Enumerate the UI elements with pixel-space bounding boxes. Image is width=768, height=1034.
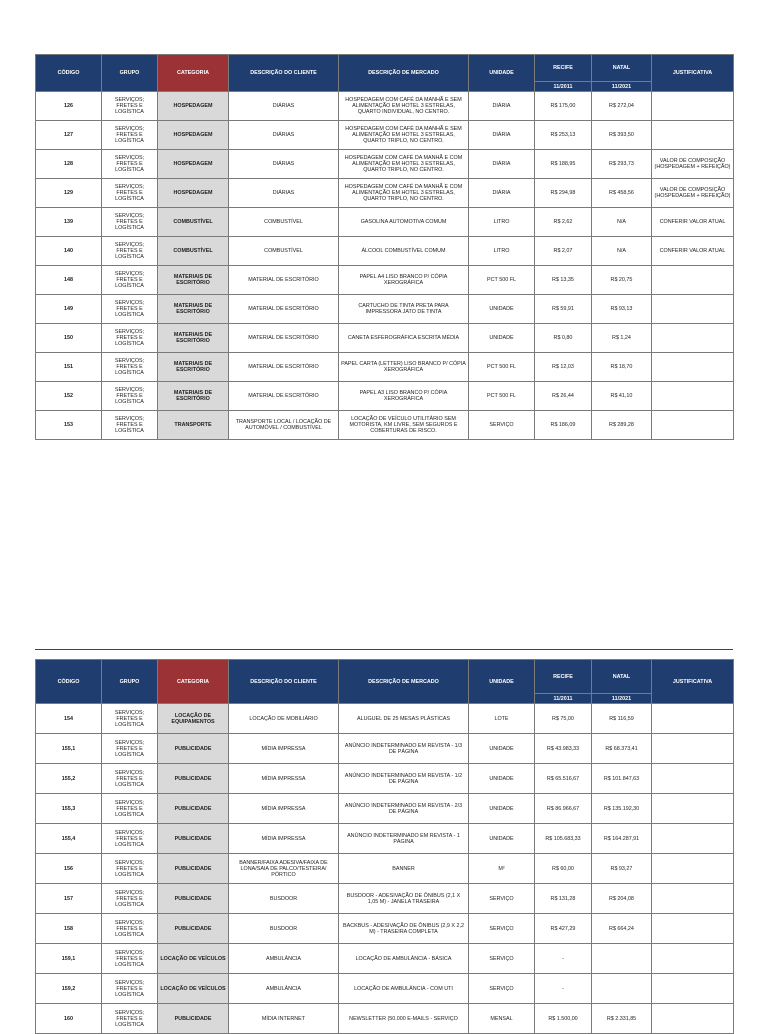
cell-descricao-cliente: DIÁRIAS: [229, 179, 339, 208]
cell-natal: R$ 93,13: [592, 295, 652, 324]
cell-natal: [592, 944, 652, 974]
cell-descricao-cliente: MATERIAL DE ESCRITÓRIO: [229, 324, 339, 353]
cell-descricao-cliente: TRANSPORTE LOCAL / LOCAÇÃO DE AUTOMÓVEL / COMBUSTÍVEL: [229, 411, 339, 440]
cell-descricao-mercado: ANÚNCIO INDETERMINADO EM REVISTA - 1/3 DE PÁGINA: [339, 734, 469, 764]
cell-grupo: SERVIÇOS; FRETES E LOGÍSTICA: [102, 854, 158, 884]
cell-grupo: SERVIÇOS; FRETES E LOGÍSTICA: [102, 1004, 158, 1034]
cell-descricao-mercado: ANÚNCIO INDETERMINADO EM REVISTA - 1/2 DE PÁGINA: [339, 764, 469, 794]
cell-categoria: MATERIAIS DE ESCRITÓRIO: [158, 266, 229, 295]
cell-unidade: SERVIÇO: [469, 914, 535, 944]
cell-descricao-mercado: LOCAÇÃO DE VEÍCULO UTILITÁRIO SEM MOTORISTA, KM LIVRE, SEM SEGUROS E COBERTURAS DE RISCO.: [339, 411, 469, 440]
cell-justificativa: CONFERIR VALOR ATUAL: [652, 208, 734, 237]
cell-codigo: 159,2: [36, 974, 102, 1004]
cell-codigo: 129: [36, 179, 102, 208]
cell-recife: R$ 0,80: [535, 324, 592, 353]
header-unidade: UNIDADE: [469, 55, 535, 92]
table-row: [36, 179, 734, 208]
cell-codigo: 155,3: [36, 794, 102, 824]
cell-descricao-cliente: MATERIAL DE ESCRITÓRIO: [229, 382, 339, 411]
cell-categoria: LOCAÇÃO DE EQUIPAMENTOS: [158, 704, 229, 734]
table-row: [36, 734, 734, 764]
cell-codigo: 155,2: [36, 764, 102, 794]
section-divider: [35, 649, 733, 650]
table-body-bottom: [36, 704, 734, 1034]
cell-justificativa: VALOR DE COMPOSIÇÃO (HOSPEDAGEM + REFEIÇÃO): [652, 150, 734, 179]
cell-justificativa: [652, 92, 734, 121]
cell-recife: R$ 2,07: [535, 237, 592, 266]
cell-natal: [592, 974, 652, 1004]
cell-grupo: SERVIÇOS; FRETES E LOGÍSTICA: [102, 914, 158, 944]
cell-descricao-cliente: MATERIAL DE ESCRITÓRIO: [229, 266, 339, 295]
cell-recife: R$ 65.516,67: [535, 764, 592, 794]
cell-descricao-cliente: MATERIAL DE ESCRITÓRIO: [229, 353, 339, 382]
cell-recife: R$ 1.500,00: [535, 1004, 592, 1034]
cell-descricao-cliente: MÍDIA IMPRESSA: [229, 764, 339, 794]
cell-unidade: LITRO: [469, 208, 535, 237]
cell-descricao-mercado: ANÚNCIO INDETERMINADO EM REVISTA - 2/3 DE PÁGINA: [339, 794, 469, 824]
cell-unidade: M²: [469, 854, 535, 884]
cell-unidade: PCT 500 FL: [469, 353, 535, 382]
table-row: [36, 121, 734, 150]
cell-categoria: HOSPEDAGEM: [158, 121, 229, 150]
header-categoria: CATEGORIA: [158, 55, 229, 92]
cell-codigo: 139: [36, 208, 102, 237]
cell-categoria: MATERIAIS DE ESCRITÓRIO: [158, 324, 229, 353]
cell-recife: R$ 2,62: [535, 208, 592, 237]
table-row: [36, 295, 734, 324]
header-categoria: CATEGORIA: [158, 660, 229, 704]
cell-justificativa: [652, 974, 734, 1004]
header-justificativa: JUSTIFICATIVA: [652, 660, 734, 704]
table-row: [36, 1004, 734, 1034]
header-descricao-mercado: DESCRIÇÃO DE MERCADO: [339, 660, 469, 704]
cell-categoria: MATERIAIS DE ESCRITÓRIO: [158, 295, 229, 324]
cell-categoria: PUBLICIDADE: [158, 794, 229, 824]
cell-descricao-mercado: PAPEL A3 LISO BRANCO P/ CÓPIA XEROGRÁFICA: [339, 382, 469, 411]
header-natal: NATAL: [592, 660, 652, 694]
cell-codigo: 155,4: [36, 824, 102, 854]
cell-grupo: SERVIÇOS; FRETES E LOGÍSTICA: [102, 764, 158, 794]
cell-justificativa: [652, 854, 734, 884]
cell-unidade: LITRO: [469, 237, 535, 266]
cell-justificativa: [652, 884, 734, 914]
cell-natal: R$ 101.847,63: [592, 764, 652, 794]
cell-grupo: SERVIÇOS; FRETES E LOGÍSTICA: [102, 353, 158, 382]
cell-codigo: 152: [36, 382, 102, 411]
cell-natal: R$ 272,04: [592, 92, 652, 121]
cell-natal: N/A: [592, 237, 652, 266]
cell-descricao-cliente: MÍDIA INTERNET: [229, 1004, 339, 1034]
cell-grupo: SERVIÇOS; FRETES E LOGÍSTICA: [102, 121, 158, 150]
header-natal-date: 11/2021: [592, 694, 652, 704]
cell-recife: R$ 13,35: [535, 266, 592, 295]
cell-categoria: LOCAÇÃO DE VEÍCULOS: [158, 944, 229, 974]
cell-categoria: PUBLICIDADE: [158, 914, 229, 944]
header-recife-date: 11/2011: [535, 82, 592, 92]
cell-justificativa: [652, 794, 734, 824]
cell-grupo: SERVIÇOS; FRETES E LOGÍSTICA: [102, 944, 158, 974]
cell-natal: R$ 164.287,91: [592, 824, 652, 854]
cell-recife: R$ 60,00: [535, 854, 592, 884]
cell-unidade: SERVIÇO: [469, 944, 535, 974]
table-row: [36, 92, 734, 121]
header-descricao-cliente: DESCRIÇÃO DO CLIENTE: [229, 55, 339, 92]
cell-categoria: HOSPEDAGEM: [158, 150, 229, 179]
cell-natal: R$ 18,70: [592, 353, 652, 382]
table-row: [36, 884, 734, 914]
cell-grupo: SERVIÇOS; FRETES E LOGÍSTICA: [102, 208, 158, 237]
cell-justificativa: [652, 295, 734, 324]
cell-codigo: 127: [36, 121, 102, 150]
cell-descricao-cliente: COMBUSTÍVEL: [229, 208, 339, 237]
cell-justificativa: [652, 824, 734, 854]
cell-recife: -: [535, 974, 592, 1004]
cell-descricao-mercado: GASOLINA AUTOMOTIVA COMUM: [339, 208, 469, 237]
cell-codigo: 160: [36, 1004, 102, 1034]
cell-recife: R$ 59,91: [535, 295, 592, 324]
cell-justificativa: VALOR DE COMPOSIÇÃO (HOSPEDAGEM + REFEIÇÃO): [652, 179, 734, 208]
header-natal: NATAL: [592, 55, 652, 82]
cell-descricao-cliente: BUSDOOR: [229, 884, 339, 914]
cell-descricao-cliente: BUSDOOR: [229, 914, 339, 944]
cell-descricao-mercado: HOSPEDAGEM COM CAFÉ DA MANHÃ E COM ALIMENTAÇÃO EM HOTEL 3 ESTRELAS, QUARTO TRIPLO, NO CENTRO.: [339, 179, 469, 208]
cell-justificativa: [652, 764, 734, 794]
table-row: [36, 794, 734, 824]
cell-unidade: PCT 500 FL: [469, 266, 535, 295]
cell-justificativa: [652, 266, 734, 295]
cell-codigo: 156: [36, 854, 102, 884]
cell-categoria: HOSPEDAGEM: [158, 179, 229, 208]
cell-justificativa: [652, 121, 734, 150]
cell-descricao-mercado: PAPEL A4 LISO BRANCO P/ CÓPIA XEROGRÁFICA: [339, 266, 469, 295]
table-row: [36, 237, 734, 266]
cell-descricao-mercado: NEWSLETTER (50.000 E-MAILS - SERVIÇO: [339, 1004, 469, 1034]
cell-grupo: SERVIÇOS; FRETES E LOGÍSTICA: [102, 295, 158, 324]
header-justificativa: JUSTIFICATIVA: [652, 55, 734, 92]
cell-natal: N/A: [592, 208, 652, 237]
cell-grupo: SERVIÇOS; FRETES E LOGÍSTICA: [102, 734, 158, 764]
cell-categoria: COMBUSTÍVEL: [158, 208, 229, 237]
cell-unidade: UNIDADE: [469, 824, 535, 854]
header-codigo: CÓDIGO: [36, 660, 102, 704]
header-descricao-mercado: DESCRIÇÃO DE MERCADO: [339, 55, 469, 92]
cell-unidade: DIÁRIA: [469, 150, 535, 179]
table-row: [36, 150, 734, 179]
cell-descricao-cliente: MÍDIA IMPRESSA: [229, 734, 339, 764]
cell-grupo: SERVIÇOS; FRETES E LOGÍSTICA: [102, 411, 158, 440]
cell-unidade: UNIDADE: [469, 794, 535, 824]
cell-descricao-cliente: MATERIAL DE ESCRITÓRIO: [229, 295, 339, 324]
cell-descricao-mercado: HOSPEDAGEM COM CAFÉ DA MANHÃ E SEM ALIMENTAÇÃO EM HOTEL 3 ESTRELAS, QUARTO INDIVIDUAL, NO CENTRO.: [339, 92, 469, 121]
table-row: [36, 382, 734, 411]
cell-recife: R$ 12,03: [535, 353, 592, 382]
cell-natal: R$ 458,56: [592, 179, 652, 208]
cell-categoria: TRANSPORTE: [158, 411, 229, 440]
cell-unidade: DIÁRIA: [469, 179, 535, 208]
cell-categoria: PUBLICIDADE: [158, 1004, 229, 1034]
cell-descricao-cliente: MÍDIA IMPRESSA: [229, 794, 339, 824]
header-recife: RECIFE: [535, 55, 592, 82]
cell-unidade: UNIDADE: [469, 734, 535, 764]
table-row: [36, 944, 734, 974]
cell-natal: R$ 293,73: [592, 150, 652, 179]
cell-categoria: PUBLICIDADE: [158, 824, 229, 854]
cell-natal: R$ 135.192,30: [592, 794, 652, 824]
cell-codigo: 154: [36, 704, 102, 734]
cell-natal: R$ 664,24: [592, 914, 652, 944]
cell-justificativa: [652, 1004, 734, 1034]
header-descricao-cliente: DESCRIÇÃO DO CLIENTE: [229, 660, 339, 704]
cell-grupo: SERVIÇOS; FRETES E LOGÍSTICA: [102, 884, 158, 914]
cell-descricao-cliente: AMBULÂNCIA: [229, 944, 339, 974]
cell-recife: R$ 26,44: [535, 382, 592, 411]
cell-unidade: MENSAL: [469, 1004, 535, 1034]
table-row: [36, 353, 734, 382]
cell-categoria: HOSPEDAGEM: [158, 92, 229, 121]
cell-justificativa: CONFERIR VALOR ATUAL: [652, 237, 734, 266]
cell-descricao-mercado: BACKBUS - ADESIVAÇÃO DE ÔNIBUS (2,9 X 2,2 M) - TRASEIRA COMPLETA: [339, 914, 469, 944]
cell-descricao-mercado: BANNER: [339, 854, 469, 884]
cell-codigo: 140: [36, 237, 102, 266]
cell-justificativa: [652, 914, 734, 944]
cell-codigo: 149: [36, 295, 102, 324]
cell-recife: R$ 105.683,33: [535, 824, 592, 854]
cell-recife: R$ 188,95: [535, 150, 592, 179]
header-grupo: GRUPO: [102, 660, 158, 704]
cell-recife: R$ 175,00: [535, 92, 592, 121]
cell-descricao-cliente: DIÁRIAS: [229, 121, 339, 150]
cell-unidade: DIÁRIA: [469, 92, 535, 121]
cell-natal: R$ 41,10: [592, 382, 652, 411]
cell-descricao-mercado: PAPEL CARTA (LETTER) LISO BRANCO P/ CÓPIA XEROGRÁFICA: [339, 353, 469, 382]
cell-categoria: PUBLICIDADE: [158, 884, 229, 914]
cell-recife: R$ 43.983,33: [535, 734, 592, 764]
cell-justificativa: [652, 734, 734, 764]
cell-justificativa: [652, 411, 734, 440]
cell-justificativa: [652, 382, 734, 411]
cell-natal: R$ 204,08: [592, 884, 652, 914]
cell-codigo: 126: [36, 92, 102, 121]
cell-grupo: SERVIÇOS; FRETES E LOGÍSTICA: [102, 824, 158, 854]
cell-categoria: MATERIAIS DE ESCRITÓRIO: [158, 382, 229, 411]
cell-codigo: 128: [36, 150, 102, 179]
header-codigo: CÓDIGO: [36, 55, 102, 92]
price-table-bottom: [35, 659, 734, 1034]
cell-unidade: UNIDADE: [469, 295, 535, 324]
header-recife: RECIFE: [535, 660, 592, 694]
table-row: [36, 208, 734, 237]
cell-codigo: 150: [36, 324, 102, 353]
cell-categoria: MATERIAIS DE ESCRITÓRIO: [158, 353, 229, 382]
cell-grupo: SERVIÇOS; FRETES E LOGÍSTICA: [102, 324, 158, 353]
table-row: [36, 764, 734, 794]
cell-descricao-cliente: AMBULÂNCIA: [229, 974, 339, 1004]
table-row: [36, 824, 734, 854]
header-grupo: GRUPO: [102, 55, 158, 92]
header-unidade: UNIDADE: [469, 660, 535, 704]
cell-grupo: SERVIÇOS; FRETES E LOGÍSTICA: [102, 382, 158, 411]
cell-categoria: PUBLICIDADE: [158, 764, 229, 794]
table-body-top: [36, 92, 734, 440]
cell-unidade: PCT 500 FL: [469, 382, 535, 411]
cell-justificativa: [652, 704, 734, 734]
cell-grupo: SERVIÇOS; FRETES E LOGÍSTICA: [102, 150, 158, 179]
cell-grupo: SERVIÇOS; FRETES E LOGÍSTICA: [102, 266, 158, 295]
cell-descricao-mercado: CANETA ESFEROGRÁFICA ESCRITA MÉDIA: [339, 324, 469, 353]
table-row: [36, 974, 734, 1004]
cell-codigo: 151: [36, 353, 102, 382]
cell-natal: R$ 1,24: [592, 324, 652, 353]
cell-descricao-mercado: CARTUCHO DE TINTA PRETA PARA IMPRESSORA JATO DE TINTA: [339, 295, 469, 324]
header-natal-date: 11/2021: [592, 82, 652, 92]
cell-categoria: PUBLICIDADE: [158, 854, 229, 884]
cell-natal: R$ 2.331,85: [592, 1004, 652, 1034]
cell-recife: R$ 294,98: [535, 179, 592, 208]
cell-unidade: DIÁRIA: [469, 121, 535, 150]
cell-unidade: SERVIÇO: [469, 411, 535, 440]
cell-natal: R$ 393,50: [592, 121, 652, 150]
cell-descricao-mercado: BUSDOOR - ADESIVAÇÃO DE ÔNIBUS (2,1 X 1,05 M) - JANELA TRASEIRA: [339, 884, 469, 914]
cell-codigo: 157: [36, 884, 102, 914]
table-row: [36, 411, 734, 440]
cell-descricao-mercado: HOSPEDAGEM COM CAFÉ DA MANHÃ E COM ALIMENTAÇÃO EM HOTEL 3 ESTRELAS, QUARTO TRIPLO, NO CENTRO.: [339, 150, 469, 179]
cell-descricao-cliente: LOCAÇÃO DE MOBILIÁRIO: [229, 704, 339, 734]
table-row: [36, 266, 734, 295]
cell-natal: R$ 289,28: [592, 411, 652, 440]
cell-natal: R$ 116,59: [592, 704, 652, 734]
cell-recife: R$ 186,09: [535, 411, 592, 440]
cell-grupo: SERVIÇOS; FRETES E LOGÍSTICA: [102, 974, 158, 1004]
cell-descricao-cliente: DIÁRIAS: [229, 150, 339, 179]
cell-descricao-mercado: HOSPEDAGEM COM CAFÉ DA MANHÃ E SEM ALIMENTAÇÃO EM HOTEL 3 ESTRELAS, QUARTO TRIPLO, NO CENTRO.: [339, 121, 469, 150]
cell-codigo: 153: [36, 411, 102, 440]
cell-codigo: 148: [36, 266, 102, 295]
cell-grupo: SERVIÇOS; FRETES E LOGÍSTICA: [102, 92, 158, 121]
cell-grupo: SERVIÇOS; FRETES E LOGÍSTICA: [102, 704, 158, 734]
cell-categoria: COMBUSTÍVEL: [158, 237, 229, 266]
cell-grupo: SERVIÇOS; FRETES E LOGÍSTICA: [102, 179, 158, 208]
cell-codigo: 155,1: [36, 734, 102, 764]
cell-descricao-mercado: ALUGUEL DE 25 MESAS PLÁSTICAS: [339, 704, 469, 734]
cell-unidade: SERVIÇO: [469, 974, 535, 1004]
table-row: [36, 704, 734, 734]
cell-unidade: UNIDADE: [469, 764, 535, 794]
cell-justificativa: [652, 353, 734, 382]
cell-natal: R$ 93,27: [592, 854, 652, 884]
table-row: [36, 854, 734, 884]
cell-grupo: SERVIÇOS; FRETES E LOGÍSTICA: [102, 237, 158, 266]
cell-codigo: 159,1: [36, 944, 102, 974]
cell-justificativa: [652, 944, 734, 974]
cell-recife: R$ 131,28: [535, 884, 592, 914]
header-recife-date: 11/2011: [535, 694, 592, 704]
cell-unidade: UNIDADE: [469, 324, 535, 353]
table-row: [36, 324, 734, 353]
cell-natal: R$ 68.373,41: [592, 734, 652, 764]
cell-unidade: LOTE: [469, 704, 535, 734]
cell-categoria: LOCAÇÃO DE VEÍCULOS: [158, 974, 229, 1004]
cell-recife: R$ 75,00: [535, 704, 592, 734]
cell-recife: -: [535, 944, 592, 974]
cell-descricao-mercado: ÁLCOOL COMBUSTÍVEL COMUM: [339, 237, 469, 266]
cell-grupo: SERVIÇOS; FRETES E LOGÍSTICA: [102, 794, 158, 824]
cell-descricao-cliente: DIÁRIAS: [229, 92, 339, 121]
cell-descricao-cliente: MÍDIA IMPRESSA: [229, 824, 339, 854]
price-table-top: [35, 54, 734, 440]
cell-descricao-cliente: COMBUSTÍVEL: [229, 237, 339, 266]
cell-codigo: 158: [36, 914, 102, 944]
cell-unidade: SERVIÇO: [469, 884, 535, 914]
cell-descricao-mercado: LOCAÇÃO DE AMBULÂNCIA - COM UTI: [339, 974, 469, 1004]
cell-natal: R$ 20,75: [592, 266, 652, 295]
cell-recife: R$ 253,13: [535, 121, 592, 150]
cell-recife: R$ 86.966,67: [535, 794, 592, 824]
cell-descricao-cliente: BANNER/FAIXA ADESIVA/FAIXA DE LONA/SAIA DE PALCO/TESTEIRA/ PÓRTICO: [229, 854, 339, 884]
cell-categoria: PUBLICIDADE: [158, 734, 229, 764]
table-row: [36, 914, 734, 944]
cell-descricao-mercado: LOCAÇÃO DE AMBULÂNCIA - BÁSICA: [339, 944, 469, 974]
cell-recife: R$ 427,29: [535, 914, 592, 944]
cell-justificativa: [652, 324, 734, 353]
cell-descricao-mercado: ANÚNCIO INDETERMINADO EM REVISTA - 1 PÁGINA: [339, 824, 469, 854]
